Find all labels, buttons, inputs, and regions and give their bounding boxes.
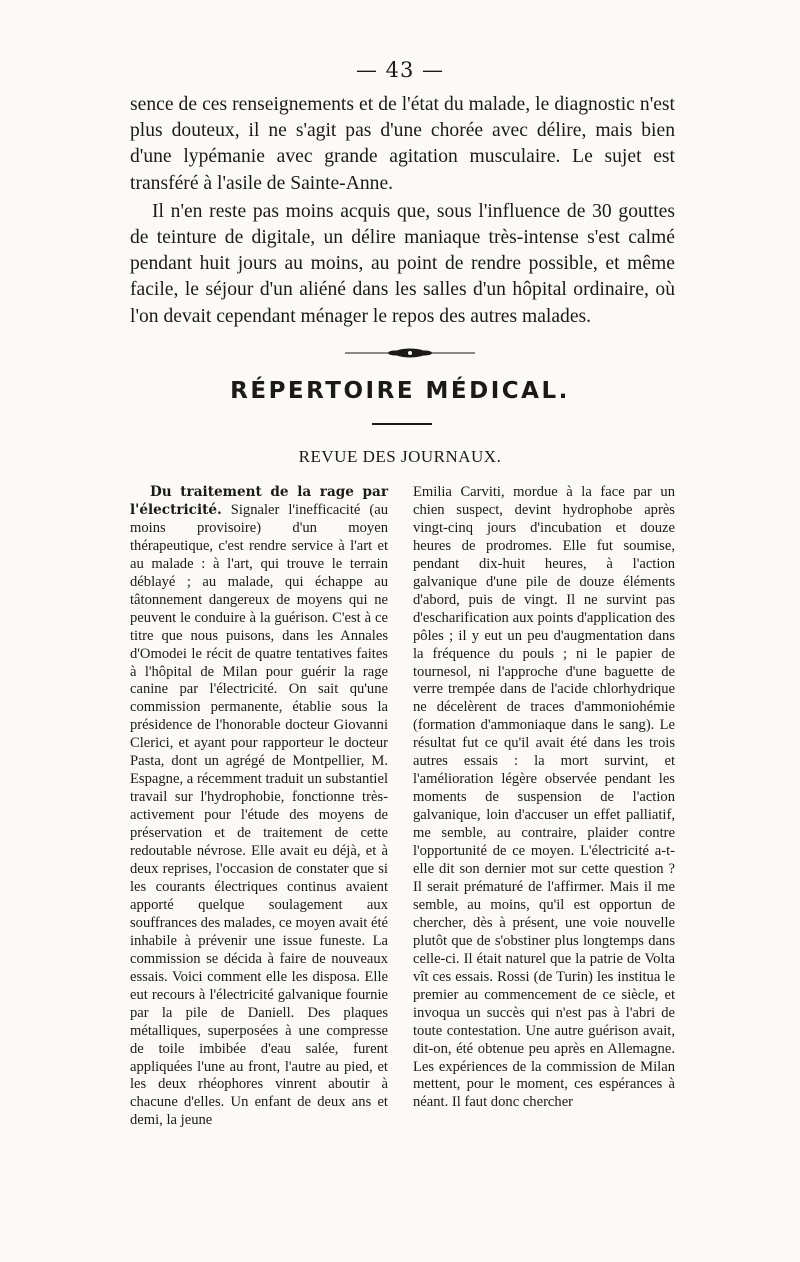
- right-column: [413, 484, 675, 1112]
- section-subtitle: REVUE DES JOURNAUX.: [298, 447, 502, 466]
- article-body-right: Emilia Carviti, mordue à la face par un chien suspect, devint hydrophobe après vingt-cinq jours d'incubation et douze heures de prodromes. Elle fut soumise, pendant dix-huit heures, à l'action galvanique d'une pile de douze éléments d'abord, puis de vingt. Il ne survint pas d'escharification aux points d'application des pôles ; il y eut un peu d'augmentation dans la fréquence du pouls ; ni le papier de tournesol, ni l'approche d'une baguette de verre trempée dans de l'acide chlorhydrique ne décelèrent de traces d'ammoniohémie (formation d'ammoniaque dans le sang). Le résultat fut ce qu'il avait été dans les trois autres essais : la mort survint, et l'amélioration légère observée pendant les moments de suspension de l'action galvanique, loin d'accuser un effet palliatif, me semble, au contraire, plaider contre l'opportunité de ce moyen. L'électricité a-t-elle dit son dernier mot sur cette question ? Il serait prématuré de l'affirmer. Mais il me semble, au moins, qu'il est opportun de chercher, dès à présent, une voie nouvelle plutôt que de s'obstiner plus longtemps dans celle-ci. Il était naturel que la patrie de Volta vît ces essais. Rossi (de Turin) les institua le premier au commencement de ce siècle, et invoqua un succès qui n'est pas à l'abri de toute contestation. Une autre guérison avait, dit-on, été obtenue peu après en Allemagne. Les expériences de la commission de Milan mettent, pour le moment, ces espérances à néant. Il faut donc chercher: [413, 484, 675, 1111]
- intro-text: [130, 92, 675, 330]
- title-rule: [372, 423, 432, 425]
- article-paragraph: [130, 484, 388, 1130]
- intro-paragraph: Il n'en reste pas moins acquis que, sous l'influence de 30 gouttes de teinture de digitale, un délire maniaque très-intense s'est calmé pendant huit jours au moins, au point de rendre possible, et même facile, le séjour d'un aliéné dans les salles d'un hôpital ordinaire, où l'on devait cependant ménager le repos des autres malades.: [130, 200, 675, 327]
- left-column: [130, 484, 388, 1130]
- page-number: — 43 —: [355, 58, 445, 82]
- fleuron-ornament: [345, 347, 475, 359]
- intro-paragraph: sence de ces renseignements et de l'état du malade, le diagnostic n'est plus douteux, il ne s'agit pas d'une chorée avec délire, mais bien d'une lypémanie avec grande agitation musculaire. Le sujet est transféré à l'asile de Sainte-Anne.: [130, 94, 675, 194]
- article-title: Du traitement de la rage par l'électricité.: [130, 484, 388, 518]
- article-body-left: Signaler l'inefficacité (au moins provisoire) d'un moyen thérapeutique, c'est rendre service à l'art et au malade : à l'art, qui trouve le terrain déblayé ; au malade, qui échappe au tâtonnement dangereux de moyens qui ne peuvent le conduire à la guérison. C'est à ce titre que nous puisons, dans les Annales d'Omodei le récit de quatre tentatives faites à l'hôpital de Milan pour guérir la rage canine par l'électricité. On sait qu'une commission permanente, établie sous la présidence de l'honorable docteur Giovanni Clerici, et ayant pour rapporteur le docteur Pasta, dont un agrégé de Montpellier, M. Espagne, a récemment traduit un substantiel travail sur l'hydrophobie, fonctionne très-activement pour l'étude des moyens de préservation et de traitement de cette redoutable névrose. Elle avait eu déjà, et à deux reprises, l'occasion de constater que si les courants électriques continus avaient apporté quelque soulagement aux souffrances des malades, ce moyen avait été inhabile à prévenir une issue funeste. La commission se décida à faire de nouveaux essais. Voici comment elle les disposa. Elle eut recours à l'électricité galvanique fournie par la pile de Daniell. Des plaques métalliques, superposées à une compresse de toile imbibée d'eau salée, furent appliquées l'une au front, l'autre au pied, et les deux rhéophores vinrent aboutir à chacune d'elles. Un enfant de deux ans et demi, la jeune: [130, 501, 388, 1129]
- section-title: RÉPERTOIRE MÉDICAL.: [230, 378, 570, 404]
